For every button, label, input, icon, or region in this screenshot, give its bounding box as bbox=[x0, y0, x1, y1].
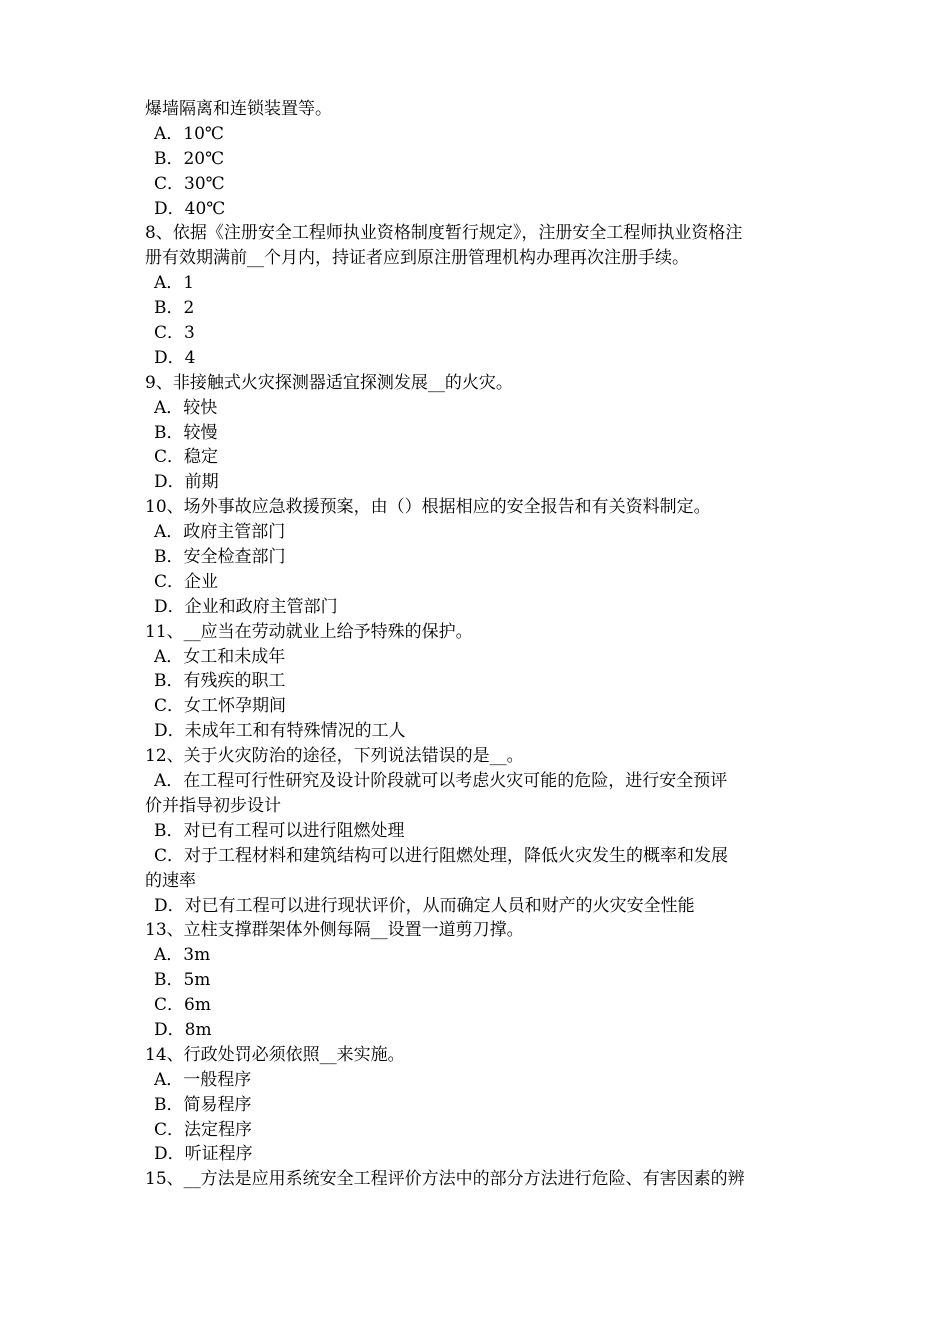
answer-option: D．前期 bbox=[154, 472, 219, 493]
question-text: 10、场外事故应急救援预案，由（）根据相应的安全报告和有关资料制定。 bbox=[145, 497, 711, 518]
answer-option: B．对已有工程可以进行阻燃处理 bbox=[154, 820, 405, 841]
answer-option: C．对于工程材料和建筑结构可以进行阻燃处理，降低火灾发生的概率和发展 bbox=[154, 845, 729, 866]
answer-option: A．政府主管部门 bbox=[154, 522, 286, 543]
answer-option: A．较快 bbox=[154, 397, 218, 418]
answer-option: D．8m bbox=[154, 1019, 212, 1040]
question-text: 12、关于火灾防治的途径，下列说法错误的是__。 bbox=[145, 746, 524, 767]
answer-option: B．简易程序 bbox=[154, 1094, 252, 1115]
answer-option: D．听证程序 bbox=[154, 1144, 253, 1165]
answer-option: D．40℃ bbox=[154, 198, 226, 219]
answer-option: D．未成年工和有特殊情况的工人 bbox=[154, 721, 406, 742]
question-text: 9、非接触式火灾探测器适宜探测发展__的火灾。 bbox=[145, 372, 513, 393]
question-text: 13、立柱支撑群架体外侧每隔__设置一道剪刀撑。 bbox=[145, 920, 524, 941]
answer-option: C．企业 bbox=[154, 571, 219, 592]
answer-option: C．稳定 bbox=[154, 447, 219, 468]
text-line: 的速率 bbox=[145, 870, 196, 891]
answer-option: C．女工怀孕期间 bbox=[154, 696, 287, 717]
answer-option: B．5m bbox=[154, 970, 211, 991]
question-text: 8、依据《注册安全工程师执业资格制度暂行规定》，注册安全工程师执业资格注 bbox=[145, 223, 743, 244]
question-text: 15、__方法是应用系统安全工程评价方法中的部分方法进行危险、有害因素的辨 bbox=[145, 1169, 745, 1190]
answer-option: A．一般程序 bbox=[154, 1069, 252, 1090]
answer-option: B．安全检查部门 bbox=[154, 547, 286, 568]
text-line: 册有效期满前__个月内，持证者应到原注册管理机构办理再次注册手续。 bbox=[145, 248, 689, 269]
answer-option: D．4 bbox=[154, 347, 196, 368]
question-text: 14、行政处罚必须依照__来实施。 bbox=[145, 1044, 405, 1065]
answer-option: C．法定程序 bbox=[154, 1119, 253, 1140]
answer-option: A．3m bbox=[154, 945, 211, 966]
answer-option: C．3 bbox=[154, 323, 195, 344]
answer-option: B．20℃ bbox=[154, 148, 225, 169]
answer-option: B．有残疾的职工 bbox=[154, 671, 286, 692]
answer-option: D．企业和政府主管部门 bbox=[154, 596, 338, 617]
answer-option: B．较慢 bbox=[154, 422, 218, 443]
text-line: 爆墙隔离和连锁装置等。 bbox=[145, 99, 332, 119]
answer-option: A．1 bbox=[154, 273, 195, 294]
question-text: 11、__应当在劳动就业上给予特殊的保护。 bbox=[145, 621, 473, 642]
answer-option: B．2 bbox=[154, 298, 195, 319]
answer-option: D．对已有工程可以进行现状评价，从而确定人员和财产的火灾安全性能 bbox=[154, 895, 695, 916]
answer-option: A．10℃ bbox=[154, 123, 224, 144]
answer-option: C．30℃ bbox=[154, 173, 225, 194]
answer-option: A．在工程可行性研究及设计阶段就可以考虑火灾可能的危险，进行安全预评 bbox=[154, 771, 728, 792]
answer-option: C．6m bbox=[154, 995, 211, 1016]
answer-option: A．女工和未成年 bbox=[154, 646, 286, 667]
text-line: 价并指导初步设计 bbox=[145, 795, 281, 816]
document-page bbox=[145, 97, 810, 1192]
